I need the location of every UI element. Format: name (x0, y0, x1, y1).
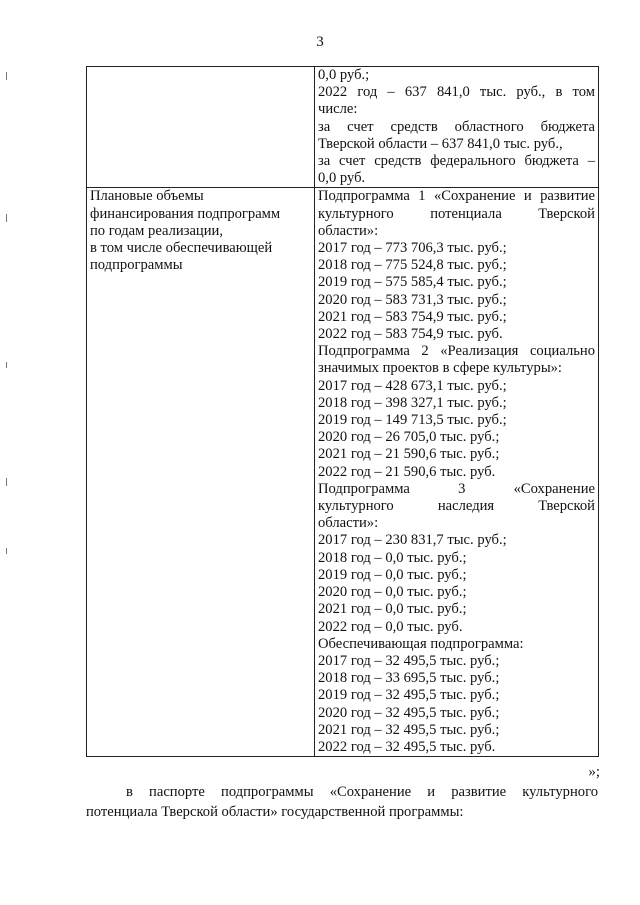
funding-line: 2019 год – 575 585,4 тыс. руб.; (318, 274, 507, 291)
funding-line: 2022 год – 32 495,5 тыс. руб. (318, 738, 496, 755)
subprogram-heading: области»: (318, 222, 379, 239)
funding-line: 2021 год – 583 754,9 тыс. руб.; (318, 308, 507, 325)
funding-line: 2020 год – 0,0 тыс. руб.; (318, 584, 467, 601)
subprogram-heading: культурного потенциала Тверской (318, 205, 595, 222)
label-line: подпрограммы (90, 257, 183, 274)
funding-line: 2020 год – 32 495,5 тыс. руб.; (318, 704, 500, 721)
funding-line: 2018 год – 775 524,8 тыс. руб.; (318, 257, 507, 274)
funding-line: 2020 год – 583 731,3 тыс. руб.; (318, 291, 507, 308)
passport-table (86, 66, 599, 757)
text-line: 0,0 руб.; (318, 67, 370, 83)
closing-quote-mark: »; (588, 764, 600, 780)
text-line: за счет средств федерального бюджета – (318, 153, 595, 170)
scan-margin-mark (6, 478, 7, 486)
table-row-planned-funding (87, 188, 599, 757)
table-cell-right-funding (315, 188, 599, 757)
label-line: финансирования подпрограмм (90, 205, 281, 222)
funding-line: 2017 год – 773 706,3 тыс. руб.; (318, 240, 507, 257)
text-line: 0,0 руб. (318, 170, 366, 187)
page-number: 3 (316, 34, 324, 50)
funding-line: 2020 год – 26 705,0 тыс. руб.; (318, 429, 500, 446)
funding-line: 2022 год – 21 590,6 тыс. руб. (318, 463, 496, 480)
funding-line: 2017 год – 32 495,5 тыс. руб.; (318, 652, 500, 669)
label-line: в том числе обеспечивающей (90, 240, 273, 257)
paragraph-line: потенциала Тверской области» государственной программы: (86, 804, 464, 820)
subprogram-heading: Подпрограмма 3 «Сохранение (318, 480, 595, 497)
funding-line: 2022 год – 583 754,9 тыс. руб. (318, 326, 503, 343)
table-cell-right-continuation (315, 67, 599, 188)
funding-line: 2021 год – 21 590,6 тыс. руб.; (318, 446, 500, 463)
funding-line: 2018 год – 0,0 тыс. руб.; (318, 549, 467, 566)
funding-line: 2021 год – 32 495,5 тыс. руб.; (318, 721, 500, 738)
scan-margin-mark (6, 72, 7, 80)
body-paragraph (86, 782, 598, 822)
table-cell-left-label (87, 188, 315, 757)
table-row-continuation (87, 67, 599, 188)
scan-margin-mark (6, 548, 7, 554)
subprogram-heading: культурного наследия Тверской (318, 498, 595, 515)
label-line: Плановые объемы (90, 188, 204, 205)
subprogram-heading: области»: (318, 515, 379, 532)
funding-line: 2019 год – 32 495,5 тыс. руб.; (318, 687, 500, 704)
paragraph-line: в паспорте подпрограммы «Сохранение и развитие культурного (126, 784, 598, 800)
funding-line: 2018 год – 33 695,5 тыс. руб.; (318, 670, 500, 687)
subprogram-heading: значимых проектов в сфере культуры»: (318, 360, 562, 377)
label-line: по годам реализации, (90, 222, 224, 239)
funding-line: 2019 год – 0,0 тыс. руб.; (318, 566, 467, 583)
text-line: за счет средств областного бюджета (318, 118, 595, 135)
text-line: числе: (318, 101, 358, 118)
subprogram-heading: Подпрограмма 2 «Реализация социально (318, 343, 595, 360)
funding-line: 2017 год – 428 673,1 тыс. руб.; (318, 377, 507, 394)
subprogram-heading: Подпрограмма 1 «Сохранение и развитие (318, 188, 595, 205)
scan-margin-mark (6, 362, 7, 368)
text-line: Тверской области – 637 841,0 тыс. руб., (318, 135, 563, 152)
funding-line: 2019 год – 149 713,5 тыс. руб.; (318, 412, 507, 429)
subprogram-heading: Обеспечивающая подпрограмма: (318, 635, 524, 652)
funding-line: 2022 год – 0,0 тыс. руб. (318, 618, 463, 635)
funding-line: 2017 год – 230 831,7 тыс. руб.; (318, 532, 507, 549)
text-line: 2022 год – 637 841,0 тыс. руб., в том (318, 84, 595, 101)
funding-line: 2021 год – 0,0 тыс. руб.; (318, 601, 467, 618)
table-cell-left-empty (87, 67, 315, 188)
funding-line: 2018 год – 398 327,1 тыс. руб.; (318, 394, 507, 411)
scan-margin-mark (6, 214, 7, 222)
